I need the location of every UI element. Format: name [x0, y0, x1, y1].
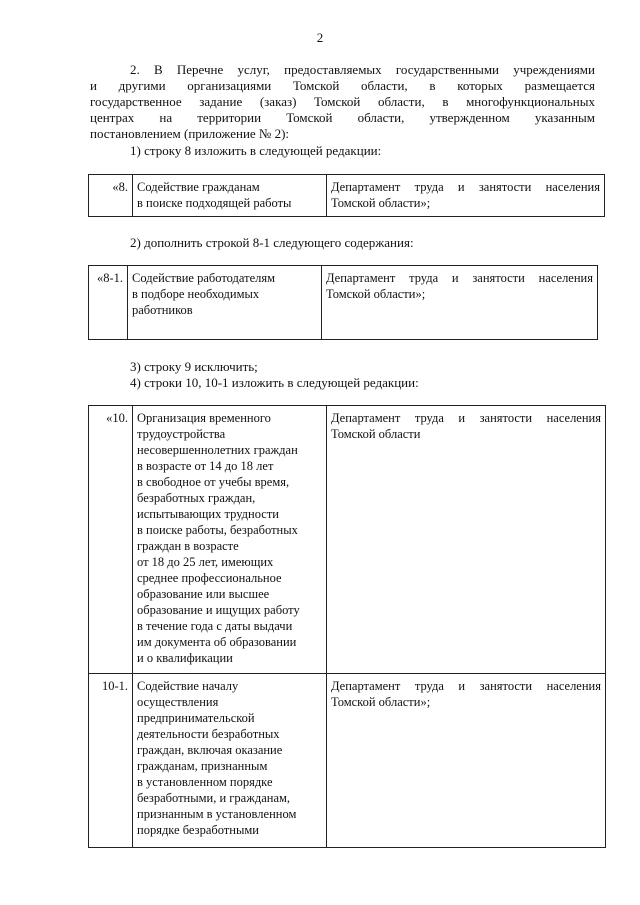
- department-cell: [327, 674, 606, 848]
- department-cell: [327, 175, 605, 217]
- service-line: признанным в установленном: [137, 807, 297, 821]
- department-line: Томской области»;: [331, 695, 431, 709]
- department-line: Томской области»;: [326, 287, 426, 301]
- service-line: в свободное от учебы время,: [137, 475, 290, 489]
- intro-paragraph: [90, 62, 595, 142]
- service-line: в течение года с даты выдачи: [137, 619, 293, 633]
- service-line: деятельности безработных: [137, 727, 280, 741]
- service-line: в установленном порядке: [137, 775, 273, 789]
- service-line: предпринимательской: [137, 711, 255, 725]
- department-line: Департамент труда и занятости населения: [331, 180, 600, 194]
- service-line: порядке безработными: [137, 823, 259, 837]
- table-row: [89, 674, 606, 848]
- service-line: от 18 до 25 лет, имеющих: [137, 555, 274, 569]
- service-cell: [128, 266, 322, 340]
- service-line: Организация временного: [137, 411, 271, 425]
- service-line: образование и ищущих работу: [137, 603, 300, 617]
- table-rows-10: [88, 405, 606, 848]
- intro-line: государственное задание (заказ) Томской области, в многофункциональных: [90, 94, 595, 109]
- service-line: в поиске работы, безработных: [137, 523, 298, 537]
- department-line: Департамент труда и занятости населения: [326, 271, 593, 285]
- department-cell: [327, 406, 606, 674]
- row-number: 10-1.: [89, 674, 133, 848]
- service-line: среднее профессиональное: [137, 571, 282, 585]
- service-line: трудоустройства: [137, 427, 226, 441]
- department-line: Департамент труда и занятости населения: [331, 411, 601, 425]
- intro-line: центрах на территории Томской области, утвержденном указанным: [90, 110, 595, 125]
- service-line: в поиске подходящей работы: [137, 196, 292, 210]
- service-line: им документа об образовании: [137, 635, 297, 649]
- item-2: 2) дополнить строкой 8-1 следующего содержания:: [130, 235, 414, 250]
- intro-line: 2. В Перечне услуг, предоставляемых государственными учреждениями: [130, 62, 595, 77]
- service-line: граждан в возрасте: [137, 539, 239, 553]
- row-number: «8.: [89, 175, 133, 217]
- item-4: 4) строки 10, 10-1 изложить в следующей редакции:: [130, 375, 419, 390]
- intro-line: постановлением (приложение № 2):: [90, 126, 290, 141]
- intro-line: и другими организациями Томской области, в которых размещается: [90, 78, 595, 93]
- service-line: образование или высшее: [137, 587, 270, 601]
- service-line: Содействие работодателям: [132, 271, 276, 285]
- service-line: гражданам, признанным: [137, 759, 268, 773]
- service-cell: [133, 674, 327, 848]
- service-cell: [133, 406, 327, 674]
- service-line: работников: [132, 303, 193, 317]
- service-line: и о квалификации: [137, 651, 233, 665]
- service-line: в подборе необходимых: [132, 287, 260, 301]
- service-line: безработными, и гражданам,: [137, 791, 291, 805]
- department-line: Томской области: [331, 427, 421, 441]
- service-line: Содействие гражданам: [137, 180, 260, 194]
- service-line: испытывающих трудности: [137, 507, 279, 521]
- row-number: «10.: [89, 406, 133, 674]
- service-cell: [133, 175, 327, 217]
- service-line: в возрасте от 14 до 18 лет: [137, 459, 274, 473]
- service-line: граждан, включая оказание: [137, 743, 283, 757]
- department-cell: [322, 266, 598, 340]
- table-row-8: [88, 174, 605, 217]
- department-line: Департамент труда и занятости населения: [331, 679, 601, 693]
- department-line: Томской области»;: [331, 196, 431, 210]
- item-3: 3) строку 9 исключить;: [130, 359, 258, 374]
- item-1: 1) строку 8 изложить в следующей редакции:: [130, 143, 382, 158]
- row-number: «8-1.: [89, 266, 128, 340]
- table-row: [89, 406, 606, 674]
- service-line: несовершеннолетних граждан: [137, 443, 298, 457]
- page-number: 2: [316, 30, 324, 45]
- service-line: осуществления: [137, 695, 219, 709]
- table-row-8-1: [88, 265, 598, 340]
- service-line: Содействие началу: [137, 679, 239, 693]
- service-line: безработных граждан,: [137, 491, 256, 505]
